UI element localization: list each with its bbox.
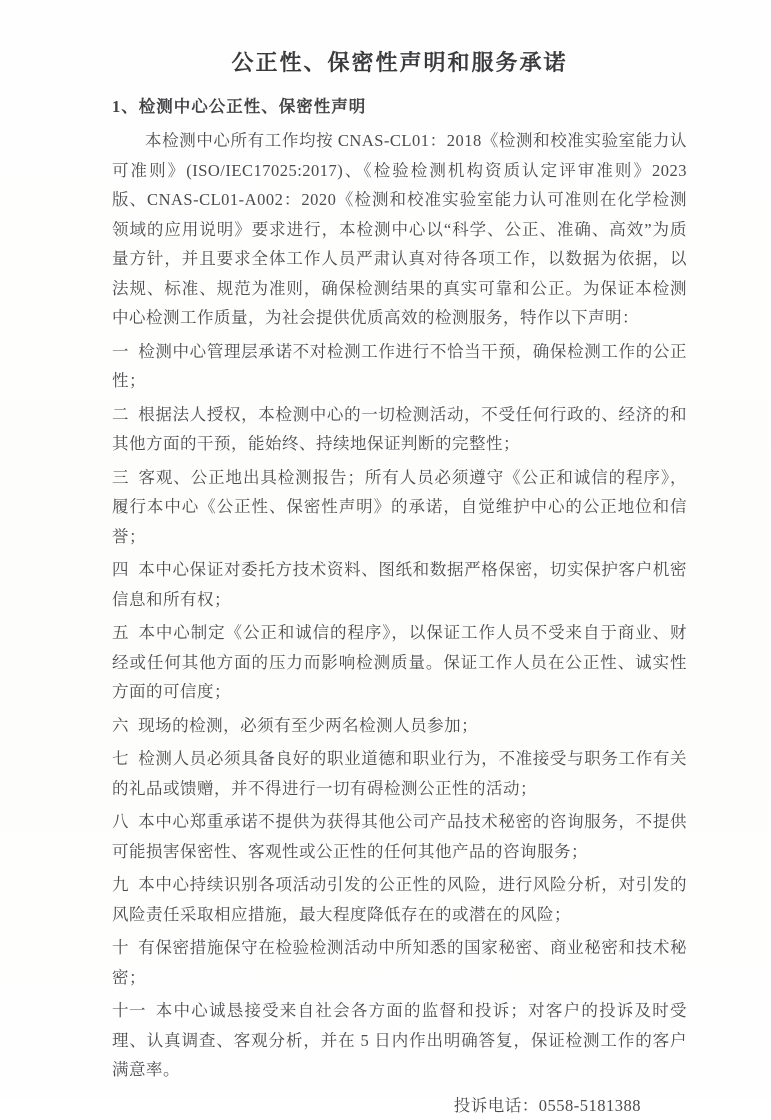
declaration-text: 客观、公正地出具检测报告；所有人员必须遵守《公正和诚信的程序》，履行本中心《公正性、保密性声明》的承诺，自觉维护中心的公正地位和信誉； <box>112 468 687 546</box>
declaration-text: 本中心保证对委托方技术资料、图纸和数据严格保密，切实保护客户机密信息和所有权； <box>112 560 687 609</box>
declaration-number: 八 <box>112 807 129 837</box>
declaration-text: 本中心持续识别各项活动引发的公正性的风险，进行风险分析，对引发的风险责任采取相应措施，最大程度降低存在的或潜在的风险； <box>112 875 687 924</box>
declaration-item-11 <box>112 996 687 1085</box>
complaint-phone: 投诉电话：0558-5181388 <box>112 1091 687 1120</box>
document-title: 公正性、保密性声明和服务承诺 <box>112 46 687 77</box>
declaration-item-2 <box>112 400 687 459</box>
declaration-item-6 <box>112 711 687 741</box>
declaration-item-7 <box>112 744 687 803</box>
declaration-item-8 <box>112 807 687 866</box>
declaration-number: 二 <box>112 400 129 430</box>
declaration-item-5 <box>112 618 687 707</box>
declaration-item-9 <box>112 870 687 929</box>
declaration-number: 五 <box>112 618 129 648</box>
declaration-item-3 <box>112 463 687 552</box>
declaration-number: 十 <box>112 933 129 963</box>
section-heading: 1、检测中心公正性、保密性声明 <box>112 93 687 117</box>
declaration-item-10 <box>112 933 687 992</box>
declaration-number: 十一 <box>112 996 146 1026</box>
declaration-text: 本中心郑重承诺不提供为获得其他公司产品技术秘密的咨询服务，不提供可能损害保密性、客观性或公正性的任何其他产品的咨询服务； <box>112 812 687 861</box>
declaration-number: 七 <box>112 744 129 774</box>
declaration-number: 六 <box>112 711 129 741</box>
declaration-number: 三 <box>112 463 129 493</box>
declaration-text: 检测人员必须具备良好的职业道德和职业行为，不准接受与职务工作有关的礼品或馈赠，并不得进行一切有碍检测公正性的活动； <box>112 749 687 798</box>
declaration-text: 本中心诚恳接受来自社会各方面的监督和投诉；对客户的投诉及时受理、认真调查、客观分析，并在 5 日内作出明确答复，保证检测工作的客户满意率。 <box>112 1001 687 1079</box>
declaration-number: 一 <box>112 337 129 367</box>
declaration-item-1 <box>112 337 687 396</box>
declaration-text: 本中心制定《公正和诚信的程序》，以保证工作人员不受来自于商业、财经或任何其他方面的压力而影响检测质量。保证工作人员在公正性、诚实性方面的可信度； <box>112 623 687 701</box>
declaration-number: 四 <box>112 555 129 585</box>
declaration-text: 检测中心管理层承诺不对检测工作进行不恰当干预，确保检测工作的公正性； <box>112 342 687 391</box>
declaration-text: 有保密措施保守在检验检测活动中所知悉的国家秘密、商业秘密和技术秘密； <box>112 938 687 987</box>
declaration-item-4 <box>112 555 687 614</box>
declaration-text: 根据法人授权，本检测中心的一切检测活动，不受任何行政的、经济的和其他方面的干预，能始终、持续地保证判断的完整性； <box>112 405 687 454</box>
declaration-number: 九 <box>112 870 129 900</box>
intro-paragraph: 本检测中心所有工作均按 CNAS-CL01：2018《检测和校准实验室能力认可准则》(ISO/IEC17025:2017)、《检验检测机构资质认定评审准则》2023 版、CNAS-CL01-A002：2020《检测和校准实验室能力认可准则在化学检测领域的应用说明》要求进行，本检测中心以“科学、公正、准确、高效”为质量方针，并且要求全体工作人员严肃认真对待各项工作，以数据为依据，以法规、标准、规范为准则，确保检测结果的真实可靠和公正。为保证本检测中心检测工作质量，为社会提供优质高效的检测服务，特作以下声明： <box>112 126 687 333</box>
declaration-text: 现场的检测，必须有至少两名检测人员参加； <box>138 716 478 735</box>
